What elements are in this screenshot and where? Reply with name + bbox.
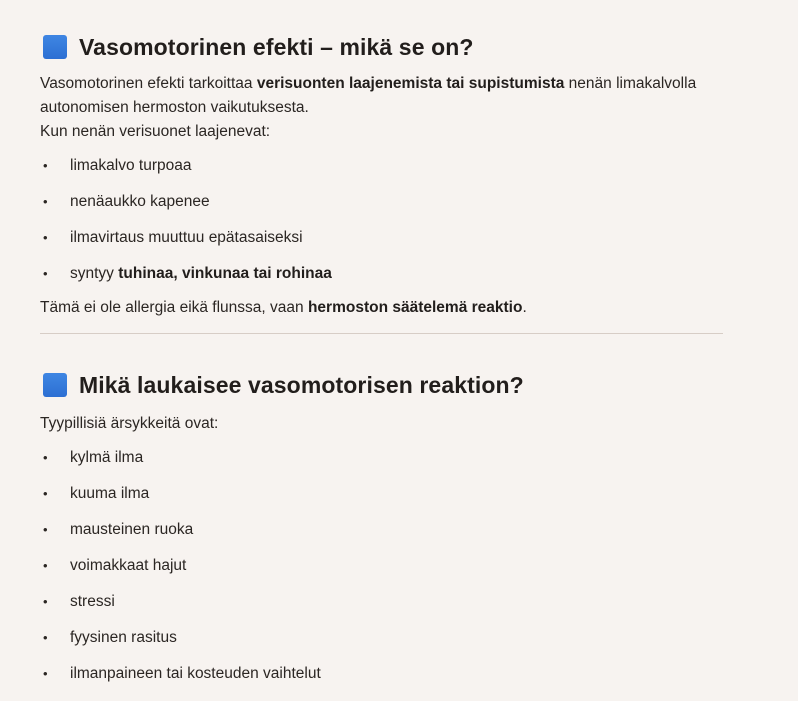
bullet-icon: • <box>43 594 48 609</box>
item-emphasis: tuhinaa, vinkunaa tai rohinaa <box>118 265 332 282</box>
triggers-list <box>40 446 723 686</box>
list-item: • limakalvo turpoaa <box>40 154 723 178</box>
list-item: • mausteinen ruoka <box>40 518 723 542</box>
intro-emphasis: verisuonten laajenemista tai supistumista <box>256 75 565 92</box>
list-item: • kuuma ilma <box>40 482 723 506</box>
section-triggers <box>40 334 723 686</box>
conclusion-emphasis: hermoston säätelemä reaktio <box>307 299 523 316</box>
section-1-intro: Vasomotorinen efekti tarkoittaa verisuonten laajenemista tai supistumista nenän limakalvolla autonomisen hermoston vaikutuksesta. <box>40 75 697 116</box>
list-item: • ilmavirtaus muuttuu epätasaiseksi <box>40 226 723 250</box>
blue-square-icon <box>43 35 67 59</box>
bullet-icon: • <box>43 630 48 645</box>
effects-list <box>40 154 723 286</box>
section-1-heading <box>40 32 723 62</box>
list-item: • fyysinen rasitus <box>40 626 723 650</box>
bullet-icon: • <box>43 486 48 501</box>
bullet-icon: • <box>43 194 48 209</box>
list-item: • voimakkaat hajut <box>40 554 723 578</box>
list-item: • kylmä ilma <box>40 446 723 470</box>
bullet-icon: • <box>43 450 48 465</box>
list-item: • syntyy tuhinaa, vinkunaa tai rohinaa <box>40 262 723 286</box>
section-1-title: Vasomotorinen efekti – mikä se on? <box>79 34 474 60</box>
bullet-icon: • <box>43 666 48 681</box>
section-vasomotor-effect <box>40 0 723 320</box>
list-item: • nenäaukko kapenee <box>40 190 723 214</box>
section-2-lead: Tyypillisiä ärsykkeitä ovat: <box>40 415 219 432</box>
section-1-lead: Kun nenän verisuonet laajenevat: <box>40 123 271 140</box>
section-2-heading <box>40 370 723 400</box>
list-item: • stressi <box>40 590 723 614</box>
bullet-icon: • <box>43 230 48 245</box>
bullet-icon: • <box>43 558 48 573</box>
blue-square-icon <box>43 373 67 397</box>
bullet-icon: • <box>43 158 48 173</box>
list-item: • ilmanpaineen tai kosteuden vaihtelut <box>40 662 723 686</box>
bullet-icon: • <box>43 266 48 281</box>
section-1-conclusion: Tämä ei ole allergia eikä flunssa, vaan hermoston säätelemä reaktio. <box>40 299 527 316</box>
bullet-icon: • <box>43 522 48 537</box>
section-2-title: Mikä laukaisee vasomotorisen reaktion? <box>79 372 524 398</box>
